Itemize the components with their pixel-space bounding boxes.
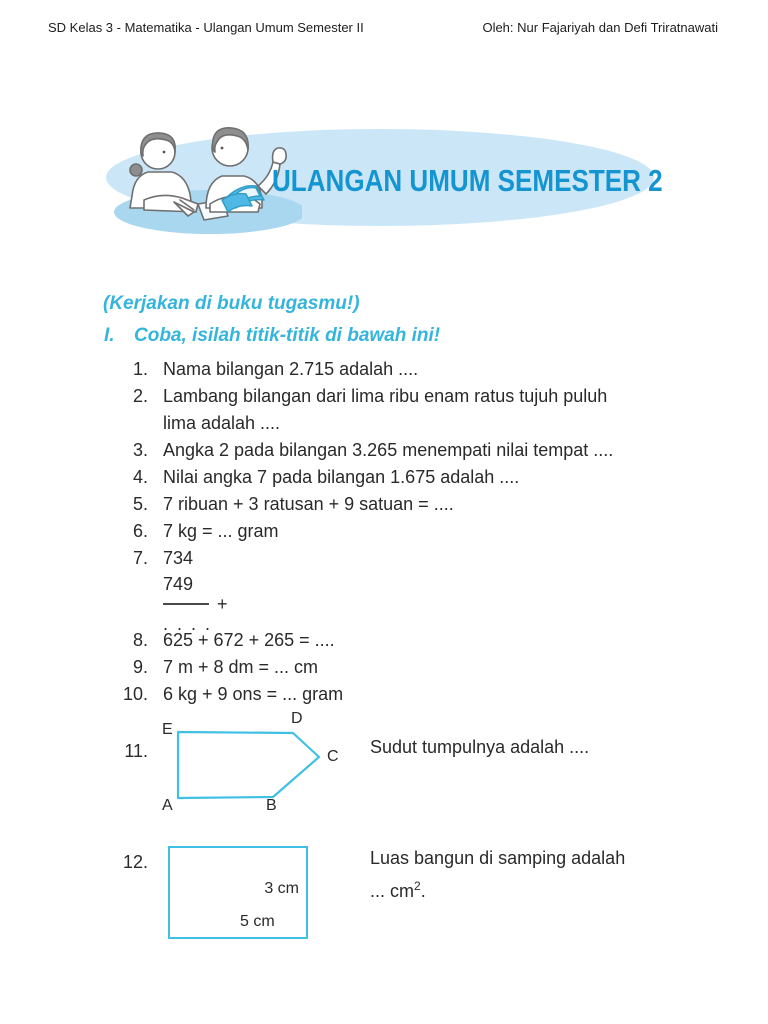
question-number: 7. [132, 548, 148, 568]
answer-unit-suffix: . [420, 881, 426, 901]
plus-operator: + [217, 594, 228, 614]
work-instruction-note: (Kerjakan di buku tugasmu!) [103, 293, 360, 314]
question-12 [110, 849, 148, 876]
question-text: 625 + 672 + 265 = .... [163, 630, 335, 650]
sum-line [163, 594, 228, 614]
question-7 [110, 545, 228, 637]
question-number: 4. [132, 467, 148, 487]
sum-rule [163, 603, 209, 605]
question-10 [110, 681, 343, 708]
question-text: Lambang bilangan dari lima ribu enam ratus tujuh puluh lima adalah .... [163, 386, 608, 433]
question-number: 8. [132, 630, 148, 650]
question-number: 3. [132, 440, 148, 460]
question-number: 11. [124, 741, 148, 761]
rectangle-width-label: 5 cm [240, 913, 275, 930]
question-9 [110, 654, 318, 681]
question-text: 7 kg = ... gram [163, 521, 279, 541]
rectangle-shape [168, 846, 308, 939]
vertex-label-c: C [327, 748, 339, 765]
question-5 [110, 491, 454, 518]
question-text: Angka 2 pada bilangan 3.265 menempati nilai tempat .... [163, 440, 614, 460]
vertex-label-a: A [162, 797, 173, 814]
answer-unit-prefix: ... cm [370, 881, 414, 901]
question-number: 12. [122, 852, 148, 872]
question-number: 9. [132, 657, 148, 677]
header-left-title: SD Kelas 3 - Matematika - Ulangan Umum Semester II [48, 20, 364, 35]
section-numeral: I. [104, 325, 115, 346]
question-number: 5. [132, 494, 148, 514]
squared-superscript: 2 [414, 879, 421, 893]
question-text: Nilai angka 7 pada bilangan 1.675 adalah .... [163, 467, 520, 487]
vertex-label-e: E [162, 721, 173, 738]
addend-bottom: 749 [163, 574, 194, 594]
question-text: 7 ribuan + 3 ratusan + 9 satuan = .... [163, 494, 454, 514]
question-4 [110, 464, 519, 491]
question-text: 7 m + 8 dm = ... cm [163, 657, 319, 677]
question-number: 2. [132, 386, 148, 406]
question-3 [110, 437, 613, 464]
question-8 [110, 627, 335, 654]
question-number: 6. [132, 521, 148, 541]
vertex-label-d: D [291, 710, 303, 727]
section-title: Coba, isilah titik-titik di bawah ini! [134, 325, 441, 346]
question-text: Nama bilangan 2.715 adalah .... [163, 359, 419, 379]
header-right-author: Oleh: Nur Fajariyah dan Defi Triratnawati [482, 20, 718, 35]
answer-dots: . . . . [163, 614, 213, 634]
question-number: 1. [132, 359, 148, 379]
question-12-prompt-line1: Luas bangun di samping adalah [370, 848, 626, 868]
question-11 [110, 738, 148, 765]
column-addition [163, 545, 228, 637]
rectangle-height-label: 3 cm [264, 880, 299, 897]
question-1 [110, 356, 418, 383]
banner-title: ULANGAN UMUM SEMESTER 2 [272, 163, 663, 198]
vertex-label-b: B [266, 797, 277, 814]
question-12-prompt-line2 [370, 879, 426, 902]
addend-top: 734 [163, 548, 194, 568]
question-text: 6 kg + 9 ons = ... gram [163, 684, 344, 704]
question-11-prompt: Sudut tumpulnya adalah .... [370, 737, 590, 757]
question-number: 10. [122, 684, 148, 704]
question-6 [110, 518, 279, 545]
question-2 [110, 383, 625, 437]
